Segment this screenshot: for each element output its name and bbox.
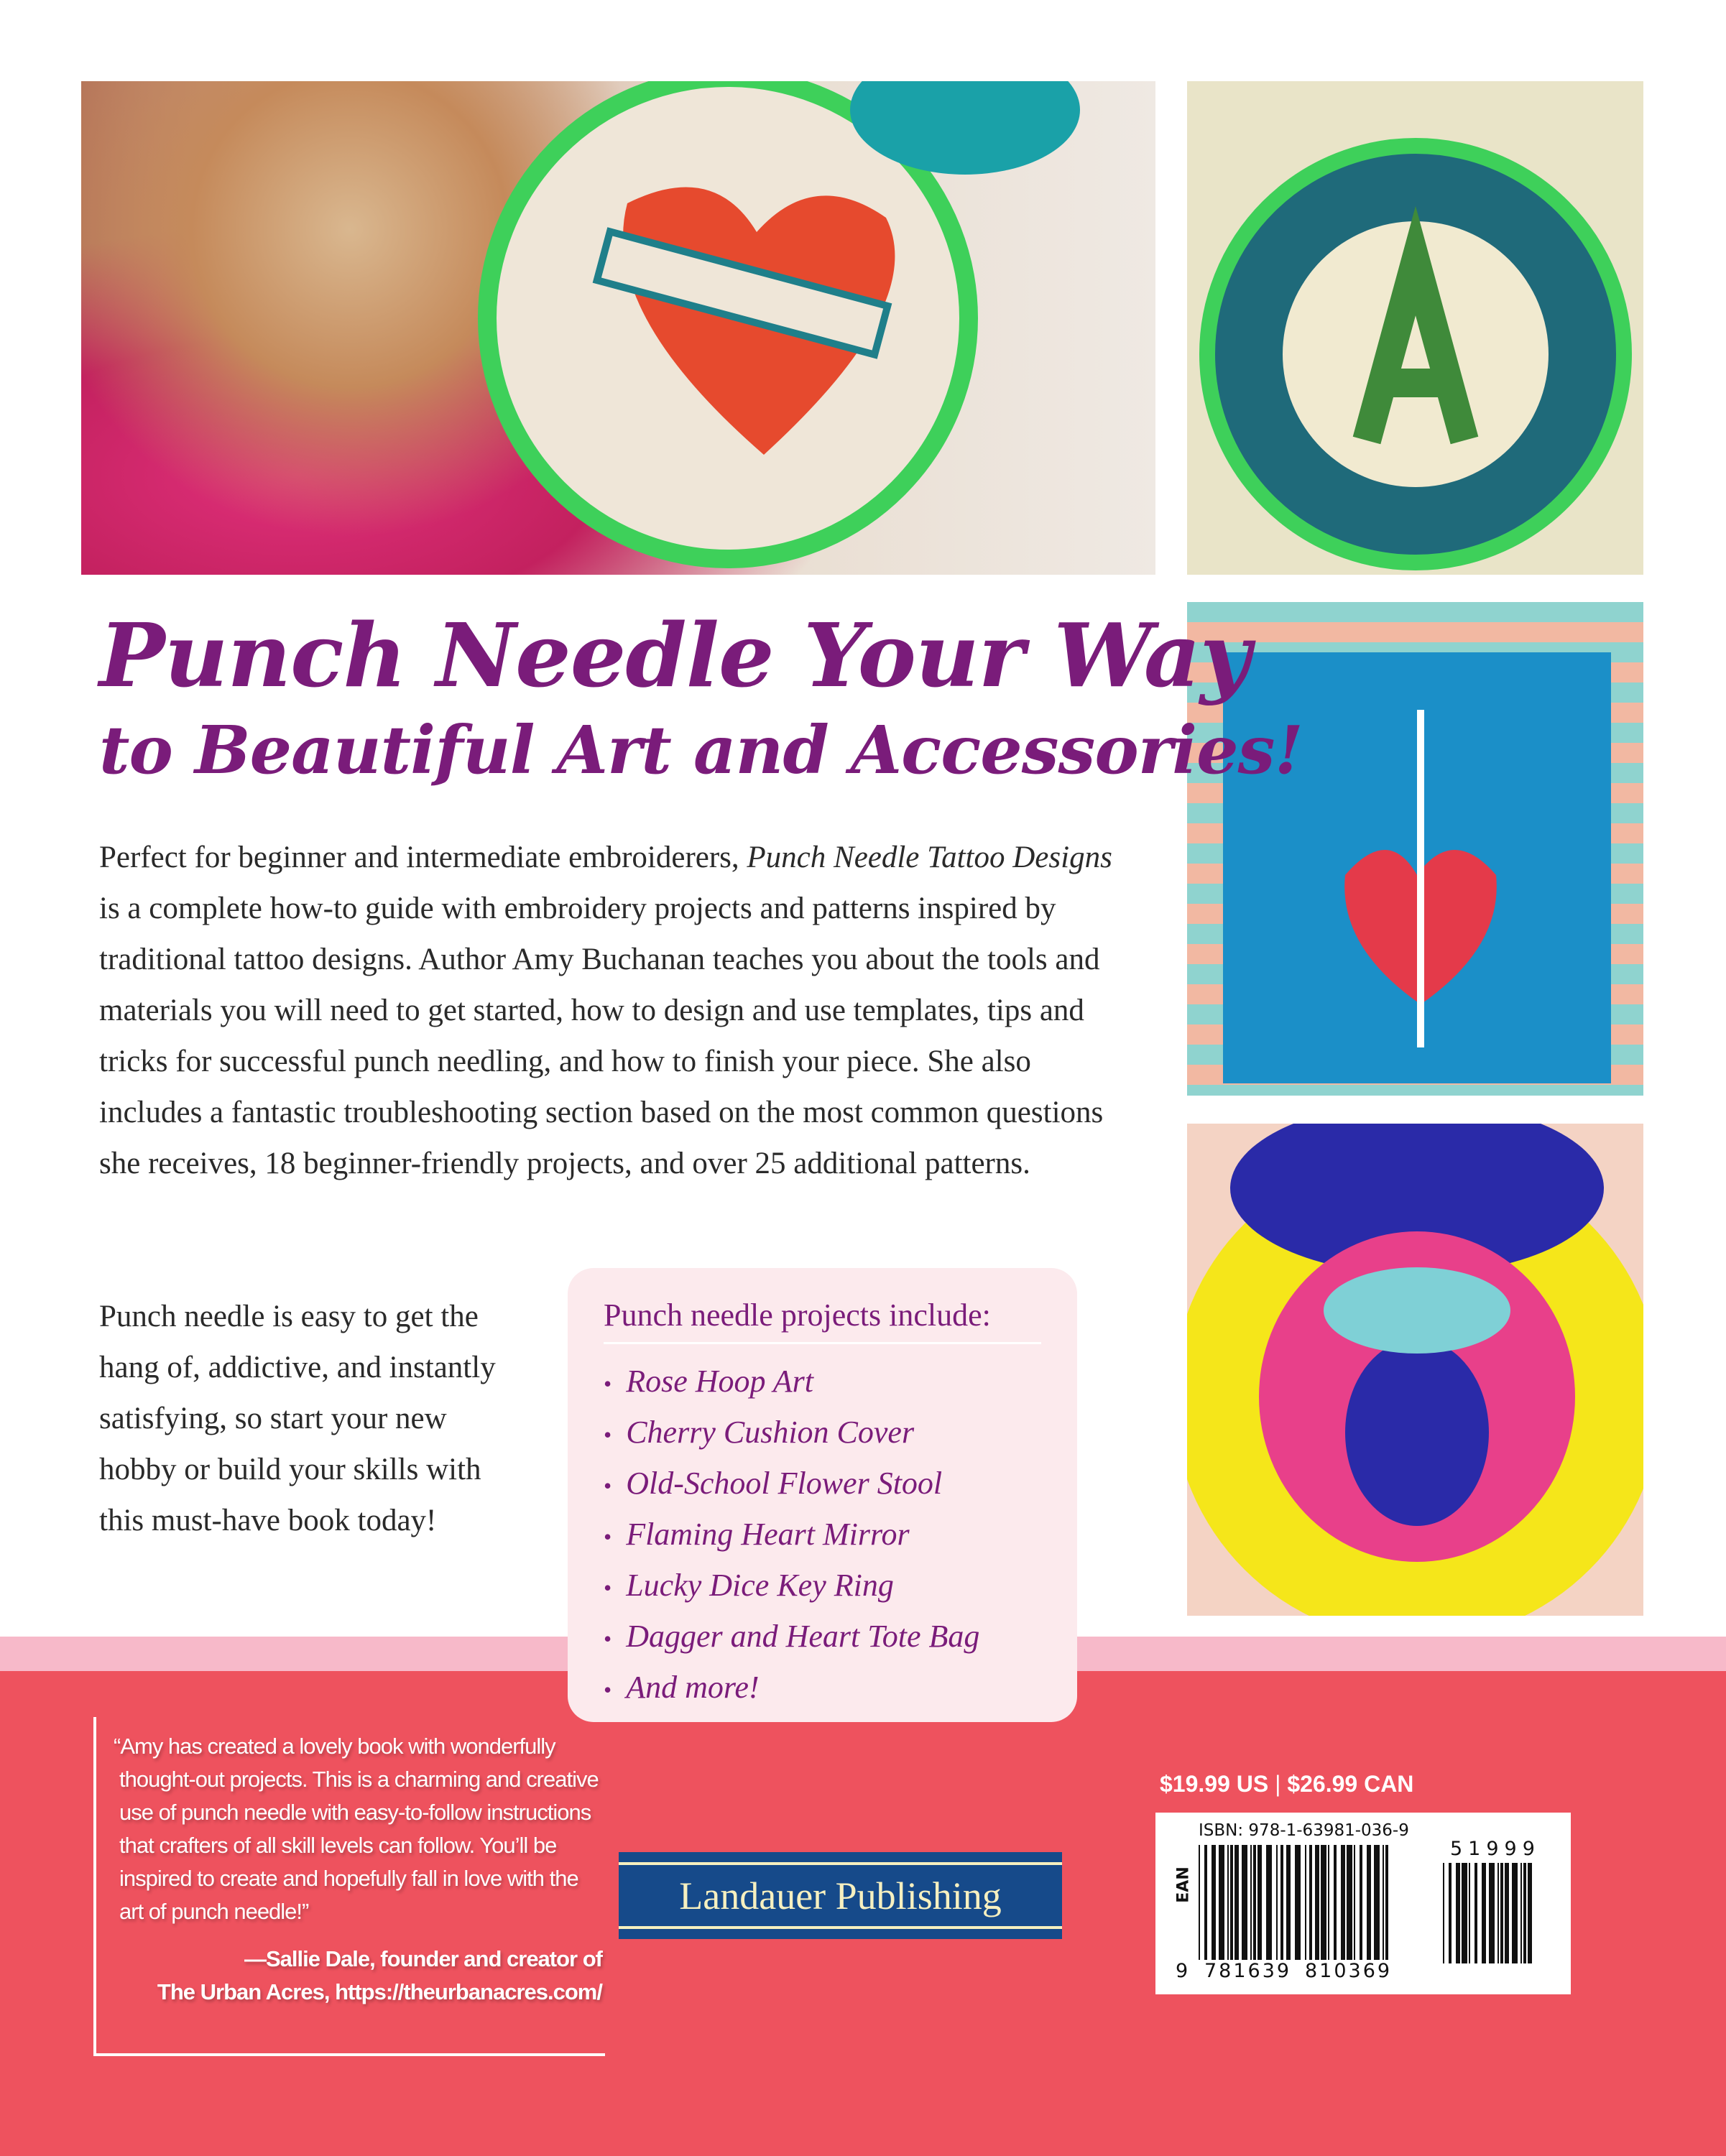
quote-text: “Amy has created a lovely book with wonderfully thought-out projects. This is a charming and creative use of punch needle with easy-to-follow instructions that crafters of all skill levels can follow. You’ll be inspired to create and hopefully fall in love with the art of punch needle!” bbox=[114, 1734, 599, 1924]
tiger-cushion-photo bbox=[1187, 1124, 1643, 1616]
barcode-digit-lead: 9 bbox=[1176, 1960, 1189, 1982]
project-item: • Cherry Cushion Cover bbox=[604, 1408, 1041, 1459]
barcode-bar bbox=[1295, 1845, 1301, 1960]
barcode-bar bbox=[1280, 1845, 1283, 1960]
testimonial-quote bbox=[93, 1717, 605, 2056]
barcode-bar bbox=[1383, 1845, 1384, 1960]
isbn-text: ISBN: 978-1-63981-036-9 bbox=[1199, 1821, 1409, 1840]
project-item: • Lucky Dice Key Ring bbox=[604, 1561, 1041, 1612]
barcode-bar bbox=[1523, 1863, 1526, 1963]
barcode-bar bbox=[1367, 1845, 1371, 1960]
heart-banner-hoop-photo bbox=[81, 81, 1155, 575]
barcode-bar bbox=[1449, 1863, 1452, 1963]
barcode-bar bbox=[1257, 1845, 1262, 1960]
barcode-bar bbox=[1230, 1845, 1233, 1960]
barcode-bar bbox=[1374, 1845, 1380, 1960]
barcode-bar bbox=[1321, 1845, 1326, 1960]
description-paragraph bbox=[99, 832, 1112, 1189]
description-rest: is a complete how-to guide with embroidery projects and patterns inspired by traditional tattoo designs. Author Amy Buchanan teaches you about the tools and materials you will need to get started, how to design and use templates, tips and tricks for successful punch needling, and how to finish your piece. She also includes a fantastic troubleshooting section based on the most common questions she receives, 18 beginner-friendly projects, and over 25 additional patterns. bbox=[99, 892, 1104, 1180]
addon-digits: 51999 bbox=[1450, 1838, 1541, 1860]
project-item: • Dagger and Heart Tote Bag bbox=[604, 1612, 1041, 1663]
hoop-illustration bbox=[81, 81, 1155, 575]
publisher-name: Landauer Publishing bbox=[679, 1874, 1002, 1917]
price-can: $26.99 CAN bbox=[1287, 1771, 1414, 1797]
description-intro: Perfect for beginner and intermediate embroiderers, bbox=[99, 841, 747, 874]
price-us: $19.99 US bbox=[1160, 1771, 1269, 1797]
letter-a-wreath-hoop-photo bbox=[1187, 81, 1643, 575]
barcode-digits-right: 810369 bbox=[1305, 1960, 1393, 1982]
barcode-bar bbox=[1204, 1845, 1207, 1960]
addon-barcode-bars bbox=[1443, 1863, 1533, 1963]
barcode-bar bbox=[1360, 1845, 1362, 1960]
barcode-bar bbox=[1315, 1845, 1319, 1960]
headline-line2: to Beautiful Art and Accessories! bbox=[99, 711, 1303, 789]
barcode-bar bbox=[1354, 1845, 1355, 1960]
ean-label: EAN bbox=[1174, 1866, 1193, 1903]
barcode-bar bbox=[1305, 1845, 1306, 1960]
barcode-bar bbox=[1199, 1845, 1200, 1960]
barcode-bar bbox=[1250, 1845, 1252, 1960]
tiger-illustration bbox=[1187, 1124, 1643, 1616]
barcode-bar bbox=[1475, 1863, 1477, 1963]
barcode-bar bbox=[1347, 1845, 1352, 1960]
barcode-bars bbox=[1199, 1845, 1393, 1967]
barcode-bar bbox=[1286, 1845, 1291, 1960]
barcode-bar bbox=[1334, 1845, 1337, 1960]
attribution-line1: —Sallie Dale, founder and creator of bbox=[244, 1946, 602, 1971]
barcode-bar bbox=[1309, 1845, 1312, 1960]
barcode-bar bbox=[1489, 1863, 1495, 1963]
barcode-bar bbox=[1462, 1863, 1467, 1963]
wreath-illustration bbox=[1187, 81, 1643, 575]
barcode-bar bbox=[1505, 1863, 1509, 1963]
isbn-barcode bbox=[1155, 1813, 1571, 1994]
publisher-logo bbox=[619, 1852, 1062, 1939]
project-item: • Old-School Flower Stool bbox=[604, 1459, 1041, 1510]
barcode-bar bbox=[1328, 1845, 1329, 1960]
description-closing: Punch needle is easy to get the hang of, addictive, and instantly satisfying, so start your new hobby or build your skills with this must-have book today! bbox=[99, 1300, 496, 1537]
barcode-bar bbox=[1520, 1863, 1522, 1963]
barcode-bar bbox=[1212, 1845, 1216, 1960]
barcode-bar bbox=[1469, 1863, 1470, 1963]
attribution-line2: The Urban Acres, https://theurbanacres.com/ bbox=[157, 1979, 602, 2004]
barcode-bar bbox=[1266, 1845, 1272, 1960]
price-separator: | bbox=[1275, 1771, 1281, 1797]
dagger-heart-tote-photo bbox=[1187, 602, 1643, 1096]
headline-line1: Punch Needle Your Way bbox=[99, 603, 1250, 707]
barcode-bar bbox=[1385, 1845, 1388, 1960]
barcode-bar bbox=[1512, 1863, 1518, 1963]
quote-attribution bbox=[114, 1943, 605, 2009]
barcode-bar bbox=[1341, 1845, 1345, 1960]
callout-title: Punch needle projects include: bbox=[604, 1297, 1041, 1344]
price-line bbox=[1160, 1771, 1413, 1798]
barcode-bar bbox=[1227, 1845, 1229, 1960]
projects-callout bbox=[568, 1268, 1077, 1722]
project-item: • And more! bbox=[604, 1663, 1041, 1714]
barcode-digits-left: 781639 bbox=[1204, 1960, 1292, 1982]
barcode-bar bbox=[1234, 1845, 1239, 1960]
barcode-bar bbox=[1253, 1845, 1256, 1960]
project-item: • Flaming Heart Mirror bbox=[604, 1510, 1041, 1561]
barcode-bar bbox=[1482, 1863, 1486, 1963]
barcode-bar bbox=[1242, 1845, 1247, 1960]
tote-illustration bbox=[1187, 602, 1643, 1096]
barcode-bar bbox=[1456, 1863, 1460, 1963]
book-title: Punch Needle Tattoo Designs bbox=[747, 841, 1112, 874]
barcode-bar bbox=[1497, 1863, 1499, 1963]
barcode-bar bbox=[1500, 1863, 1503, 1963]
project-item: • Rose Hoop Art bbox=[604, 1357, 1041, 1408]
barcode-bar bbox=[1443, 1863, 1444, 1963]
barcode-bar bbox=[1219, 1845, 1224, 1960]
barcode-bar bbox=[1276, 1845, 1278, 1960]
barcode-bar bbox=[1528, 1863, 1532, 1963]
